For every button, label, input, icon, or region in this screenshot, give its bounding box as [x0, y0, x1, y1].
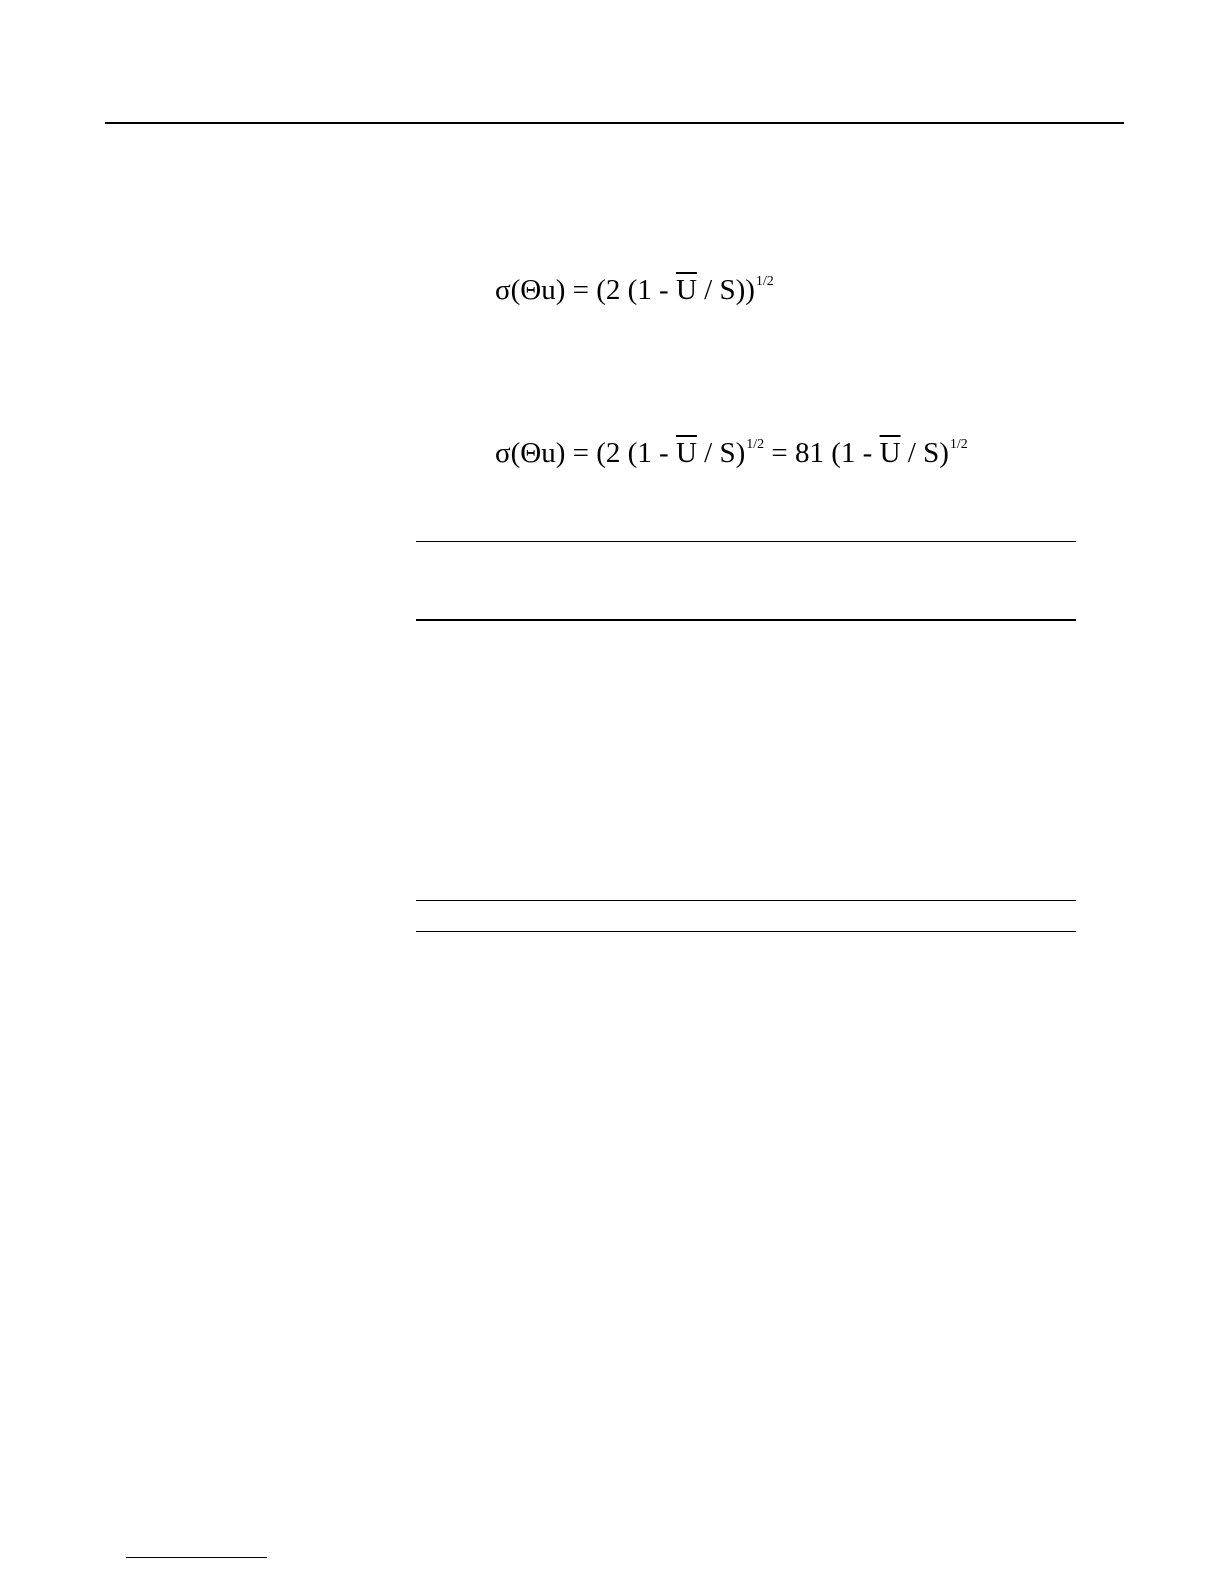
equation-sigma-theta-u: [495, 276, 774, 305]
equation-2-middle-2: = 81 (1 -: [764, 437, 880, 469]
footnote-separator: [126, 1557, 267, 1558]
equation-1-exponent: 1/2: [755, 274, 774, 289]
equation-2-exponent-1: 1/2: [746, 437, 765, 452]
header-rule: [105, 122, 1124, 124]
equation-2-exponent-2: 1/2: [949, 437, 968, 452]
equation-1-prefix: σ(Θu) = (2 (1 -: [495, 274, 676, 306]
table-bottom-rule-lower: [416, 931, 1076, 932]
equation-sigma-theta-u-evaluated: [495, 439, 968, 468]
table-top-rule: [416, 541, 1076, 542]
equation-2-u-bar-2: $\overline{U}$: [879, 437, 901, 469]
equation-2-middle: / S): [696, 437, 746, 469]
table-header-rule: [416, 619, 1076, 621]
equation-1-suffix: / S)): [696, 274, 755, 306]
equation-2-prefix: σ(Θu) = (2 (1 -: [495, 437, 676, 469]
equation-2-u-bar: $\overline{U}$: [675, 437, 697, 469]
equation-2-suffix: / S): [900, 437, 949, 469]
table-bottom-rule-upper: [416, 900, 1076, 901]
equation-1-u-bar: $\overline{U}$: [675, 274, 697, 306]
